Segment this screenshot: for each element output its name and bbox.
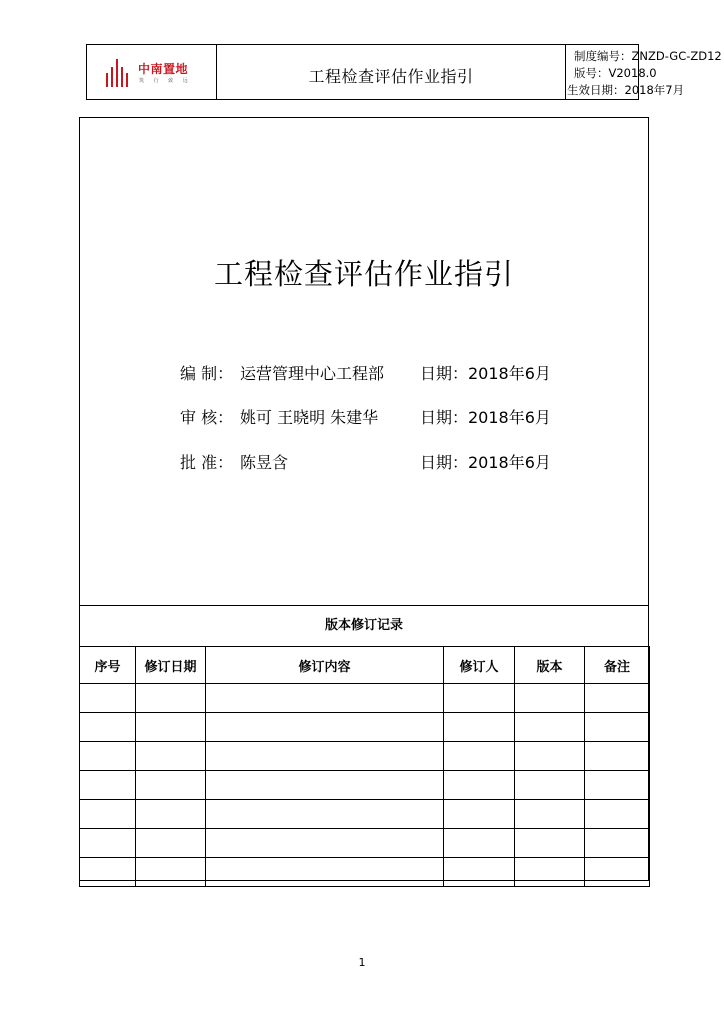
table-row xyxy=(80,742,650,771)
column-header-index: 序号 xyxy=(80,647,136,684)
table-row xyxy=(80,713,650,742)
table-cell xyxy=(444,771,515,800)
table-cell xyxy=(136,684,206,713)
table-cell xyxy=(585,771,650,800)
table-cell xyxy=(585,829,650,858)
header-title: 工程检查评估作业指引 xyxy=(308,67,474,86)
doc-version: 版号：V2018.0 xyxy=(574,66,657,80)
table-cell xyxy=(585,713,650,742)
signature-value: 陈昱含 xyxy=(240,453,289,472)
table-cell xyxy=(515,771,585,800)
table-cell xyxy=(444,713,515,742)
signature-date: 日期：2018年6月 xyxy=(420,364,551,383)
table-cell xyxy=(80,829,136,858)
table-cell xyxy=(444,858,515,887)
table-cell xyxy=(444,800,515,829)
table-cell xyxy=(206,858,444,887)
table-cell xyxy=(444,829,515,858)
company-logo-name: 中南置地 xyxy=(138,62,189,76)
column-header-reviser: 修订人 xyxy=(444,647,515,684)
revision-table xyxy=(79,646,650,887)
revision-table-caption: 版本修订记录 xyxy=(79,605,649,646)
table-cell xyxy=(206,713,444,742)
table-cell xyxy=(80,684,136,713)
signature-label: 编 制： xyxy=(180,364,234,383)
table-cell xyxy=(136,713,206,742)
effective-date: 生效日期：2018年7月 xyxy=(567,83,685,97)
table-cell xyxy=(206,684,444,713)
table-cell xyxy=(585,800,650,829)
column-header-version: 版本 xyxy=(515,647,585,684)
table-cell xyxy=(136,829,206,858)
table-cell xyxy=(136,771,206,800)
table-cell xyxy=(585,742,650,771)
table-cell xyxy=(515,742,585,771)
logo-cell xyxy=(87,45,217,99)
table-cell xyxy=(515,800,585,829)
signature-value: 姚可 王晓明 朱建华 xyxy=(240,408,379,427)
table-cell xyxy=(206,742,444,771)
table-cell xyxy=(136,742,206,771)
table-cell xyxy=(444,684,515,713)
table-cell xyxy=(80,713,136,742)
table-cell xyxy=(206,829,444,858)
table-cell xyxy=(136,858,206,887)
signature-value: 运营管理中心工程部 xyxy=(240,364,385,383)
revision-table-body xyxy=(80,684,650,887)
table-cell xyxy=(80,771,136,800)
table-header-row xyxy=(80,647,650,684)
signature-label: 审 核： xyxy=(180,408,234,427)
document-header xyxy=(86,44,722,100)
table-row xyxy=(80,800,650,829)
table-cell xyxy=(136,800,206,829)
table-cell xyxy=(515,684,585,713)
signature-label: 批 准： xyxy=(180,453,234,472)
table-cell xyxy=(585,858,650,887)
header-title-cell xyxy=(217,45,566,99)
table-cell xyxy=(80,742,136,771)
signature-date: 日期：2018年6月 xyxy=(420,453,551,472)
table-cell xyxy=(206,800,444,829)
header-meta-cell xyxy=(566,45,722,99)
signature-date: 日期：2018年6月 xyxy=(420,408,551,427)
table-row xyxy=(80,771,650,800)
table-row xyxy=(80,829,650,858)
table-cell xyxy=(206,771,444,800)
company-logo-tagline: 筑 行 致 远 xyxy=(139,78,192,84)
page-number: 1 xyxy=(358,956,366,969)
table-row xyxy=(80,684,650,713)
column-header-content: 修订内容 xyxy=(206,647,444,684)
table-cell xyxy=(80,858,136,887)
table-cell xyxy=(515,829,585,858)
table-row xyxy=(80,858,650,887)
column-header-date: 修订日期 xyxy=(136,647,206,684)
document-title: 工程检查评估作业指引 xyxy=(213,257,514,291)
table-cell xyxy=(444,742,515,771)
column-header-remarks: 备注 xyxy=(585,647,650,684)
table-cell xyxy=(585,684,650,713)
table-cell xyxy=(515,858,585,887)
doc-number: 制度编号：ZNZD-GC-ZD12 xyxy=(574,49,722,63)
table-cell xyxy=(80,800,136,829)
table-cell xyxy=(515,713,585,742)
company-logo-icon xyxy=(106,59,132,87)
